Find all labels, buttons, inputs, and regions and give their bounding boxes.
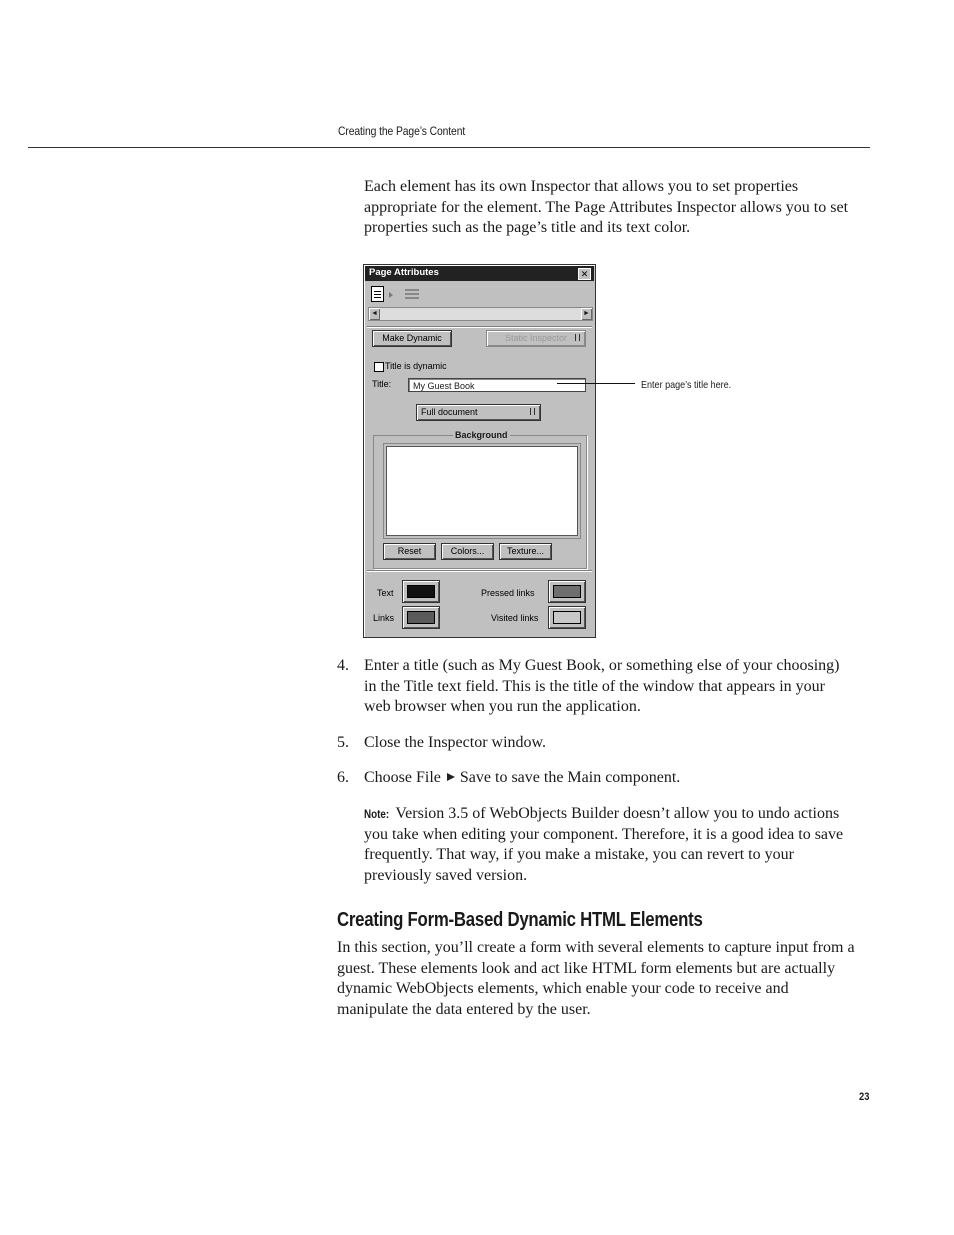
background-preview <box>387 447 577 535</box>
popup-arrows-icon <box>530 408 535 415</box>
static-inspector-popup[interactable] <box>487 331 585 346</box>
header-rule <box>28 147 870 148</box>
divider <box>367 570 592 572</box>
colors-button[interactable]: Colors... <box>442 544 493 559</box>
note-paragraph <box>364 804 854 886</box>
reset-button[interactable]: Reset <box>384 544 435 559</box>
scroll-right-icon[interactable]: ► <box>581 308 592 320</box>
document-type-popup[interactable] <box>417 405 540 420</box>
scroll-left-icon[interactable]: ◄ <box>369 308 380 320</box>
pressed-links-color-fill <box>553 585 581 598</box>
inspector-title: Page Attributes <box>369 267 439 278</box>
step-text-before: Choose File <box>364 769 441 786</box>
document-type-value: Full document <box>421 407 478 417</box>
note-text: Version 3.5 of WebObjects Builder doesn’t allow you to undo actions you take when editing your component. Therefore, it is a good idea to save frequently. That way, if you make a mistake, you can revert to your previously saved version. <box>364 805 844 884</box>
title-dynamic-label: Title is dynamic <box>385 361 447 371</box>
step-text: Close the Inspector window. <box>364 734 547 751</box>
running-header: Creating the Page’s Content <box>338 124 466 138</box>
text-color-well[interactable] <box>403 581 439 602</box>
arrow-right-icon <box>389 292 393 298</box>
step-text-after: Save to save the Main component. <box>459 769 681 786</box>
note-label: Note: <box>364 807 390 821</box>
intro-paragraph: Each element has its own Inspector that allows you to set properties appropriate for the element. The Page Attributes Inspector allows you to set properties such as the page’s title and its text color. <box>364 178 849 236</box>
pressed-links-color-well[interactable] <box>549 581 585 602</box>
step-text <box>364 768 852 789</box>
links-color-well[interactable] <box>403 607 439 628</box>
visited-links-color-fill <box>553 611 581 624</box>
menu-arrow-icon <box>447 773 455 781</box>
text-color-label: Text <box>377 588 394 598</box>
section-heading: Creating Form-Based Dynamic HTML Elements <box>337 909 703 931</box>
toolbar-scrollbar[interactable] <box>368 307 593 321</box>
static-inspector-label: Static Inspector <box>504 333 568 343</box>
callout-line <box>557 383 635 384</box>
links-color-fill <box>407 611 435 624</box>
visited-links-color-well[interactable] <box>549 607 585 628</box>
callout-text: Enter page’s title here. <box>641 379 732 391</box>
inspector-titlebar <box>365 266 594 281</box>
step-number: 4. <box>337 657 349 674</box>
page-attributes-inspector <box>363 264 596 638</box>
close-icon[interactable]: ✕ <box>578 268 591 280</box>
divider <box>367 326 592 328</box>
list-icon[interactable] <box>405 289 419 301</box>
step-number: 5. <box>337 734 349 751</box>
visited-links-label: Visited links <box>491 613 539 623</box>
links-color-label: Links <box>373 613 395 623</box>
section-paragraph: In this section, you’ll create a form with several elements to capture input from a guest. These elements look and act like HTML form elements but are actually dynamic WebObjects elements, which enable your code to receive and manipulate the data entered by the user. <box>337 939 855 1018</box>
text-color-fill <box>407 585 435 598</box>
title-dynamic-checkbox[interactable] <box>374 362 384 372</box>
popup-arrows-icon <box>575 334 580 341</box>
page-number: 23 <box>859 1091 870 1103</box>
document-icon[interactable] <box>371 286 384 302</box>
title-label: Title: <box>372 379 392 389</box>
texture-button[interactable]: Texture... <box>500 544 551 559</box>
step-number: 6. <box>337 769 349 786</box>
title-field[interactable]: My Guest Book <box>408 378 586 392</box>
step-text: Enter a title (such as My Guest Book, or something else of your choosing) in the Title text field. This is the title of the window that appears in your web browser when you run the application. <box>364 657 840 715</box>
pressed-links-label: Pressed links <box>481 588 535 598</box>
background-group-title: Background <box>455 430 508 440</box>
make-dynamic-button[interactable]: Make Dynamic <box>373 331 451 346</box>
